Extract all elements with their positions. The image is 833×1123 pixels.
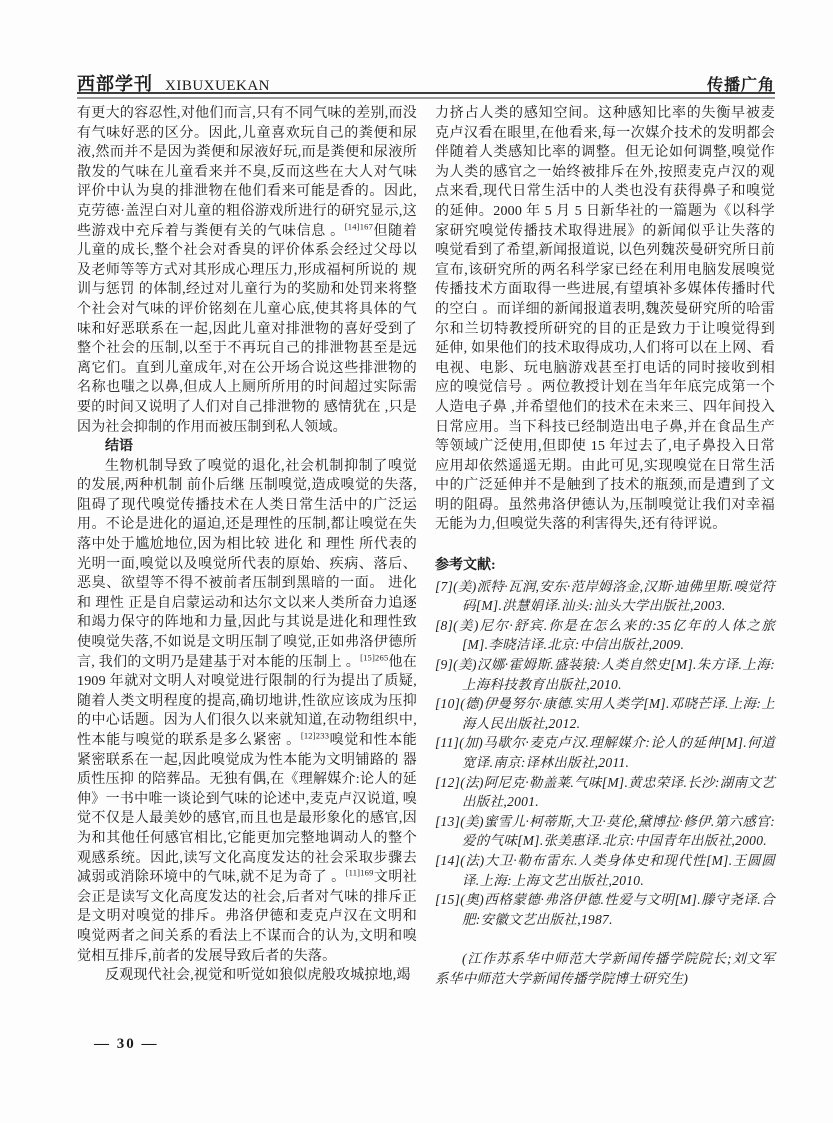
- article-body: [77, 104, 775, 989]
- journal-name-latin: XIBUXUEKAN: [165, 78, 270, 94]
- journal-name: 西部学刊: [77, 74, 153, 94]
- citation-superscript: [15]265: [360, 651, 389, 662]
- reference-item: [13](美)蜜雪儿·柯蒂斯,大卫·莫伦,黛博拉·修伊.第六感官:爱的气味[M].张美惠译.北京:中国青年出版社,2000.: [435, 813, 775, 849]
- section-column-name: 传播广角: [706, 77, 775, 94]
- reference-item: [12](法)阿尼克·勒盖莱.气味[M].黄忠荣译.长沙:湖南文艺出版社,2001.: [435, 774, 775, 810]
- author-note: (江作苏系华中师范大学新闻传播学院院长;刘文军系华中师范大学新闻传播学院博士研究生): [435, 951, 775, 986]
- references-heading: 参考文献:: [435, 558, 496, 574]
- paragraph: 力挤占人类的感知空间。这种感知比率的失衡早被麦克卢汉看在眼里,在他看来,每一次媒介技术的发明都会伴随着人类感知比率的调整。但无论如何调整,嗅觉作为人类的感官之一始终被排斥在外,按照麦克卢汉的观点来看,现代日常生活中的人类也没有获得鼻子和嗅觉的延伸。2000 年 5 月 5 日新华社的一篇题为《以科学家研究嗅觉传播技术取得进展》的新闻似乎让失落的嗅觉看到了希望,新闻报道说, 以色列魏茨曼研究所日前宣布,该研究所的两名科学家已经在利用电脑发展嗅觉传播技术方面取得一些进展,有望填补多媒体传播时代的空白 。而详细的新闻报道表明,魏茨曼研究所的哈雷尔和兰切特教授所研究的目的正是致力于让嗅觉得到延伸, 如果他们的技术取得成功,人们将可以在上网、看电视、电影、玩电脑游戏甚至打电话的同时接收到相应的嗅觉信号 。两位教授计划在当年年底完成第一个 人造电子鼻 ,并希望他们的技术在未来三、四年间投入日常应用。当下科技已经制造出电子鼻,并在食品生产等领域广泛使用,但即使 15 年过去了,电子鼻投入日常应用却依然遥遥无期。由此可见,实现嗅觉在日常生活中的广泛延伸并不是触到了技术的瓶颈,而是遭到了文明的阻碍。虽然弗洛伊德认为,压制嗅觉让我们对幸福无能为力,但嗅觉失落的利害得失,还有待评说。: [435, 106, 775, 533]
- section-heading: 结语: [105, 439, 133, 455]
- reference-item: [14](法)大卫·勒布雷东.人类身体史和现代性[M].王圆圆译.上海:上海文艺出版社,2010.: [435, 852, 775, 888]
- header-double-rule: [77, 92, 775, 99]
- citation-superscript: [11]169: [345, 867, 374, 878]
- left-column: [77, 104, 417, 989]
- reference-item: [7](美)派特·瓦润,安东·范岸姆洛金,汉斯·迪佛里斯.嗅觉符码[M].洪慧娟译.汕头:汕头大学出版社,2003.: [435, 578, 775, 614]
- right-column-text: [435, 104, 775, 535]
- paragraph: 有更大的容忍性,对他们而言,只有不同气味的差别,而没有气味好恶的区分。因此,儿童喜欢玩自己的粪便和尿液,然而并不是因为粪便和尿液好玩,而是粪便和尿液所散发的气味在儿童看来并不臭,反而这些在大人对气味评价中认为臭的排泄物在他们看来可能是香的。因此,克劳德·盖涅白对儿童的粗俗游戏所进行的研究显示,这些游戏中充斥着与粪便有关的气味信息 。$^{[14]167}$但随着儿童的成长,整个社会对香臭的评价体系会经过父母以及老师等等方式对其形成心理压力,形成福柯所说的 规训与惩罚 的体制,经过对儿童行为的奖励和处罚来将整个社会对气味的评价铭刻在儿童心底,使其将具体的气味和好恶联系在一起,因此儿童对排泄物的喜好受到了整个社会的压制,以至于不再玩自己的排泄物甚至是远离它们。直到儿童成年,对在公开场合说这些排泄物的名称也嗤之以鼻,但成人上厕所所用的时间超过实际需要的时间又说明了人们对自己排泄物的 感情犹在 ,只是因为社会抑制的作用而被压制到私人领域。: [77, 106, 417, 435]
- reference-item: [11](加)马歇尔·麦克卢汉.理解媒介:论人的延伸[M].何道宽译.南京:译林出版社,2011.: [435, 735, 775, 770]
- citation-superscript: [12]233: [300, 730, 330, 741]
- reference-item: [15](奥)西格蒙德·弗洛伊德.性爱与文明[M].滕守尧译.合肥:安徽文艺出版社,1987.: [435, 892, 775, 927]
- reference-item: [9](美)汉娜·霍姆斯.盛装猿:人类自然史[M].朱方译.上海:上海科技教育出版社,2010.: [435, 657, 775, 692]
- paragraph: 反观现代社会,视觉和听觉如狼似虎般攻城掠地,竭: [105, 968, 411, 984]
- right-column: [435, 104, 775, 989]
- paragraph: 生物机制导致了嗅觉的退化,社会机制抑制了嗅觉的发展,两种机制 前仆后继 压制嗅觉,造成嗅觉的失落,阻碍了现代嗅觉传播技术在人类日常生活中的广泛运用。不论是进化的逼迫,还是理性的压制,都让嗅觉在失落中处于尴尬地位,因为相比较 进化 和 理性 所代表的光明一面,嗅觉以及嗅觉所代表的原始、疾病、落后、恶臭、欲望等不得不被前者压制到黑暗的一面。 进化 和 理性 正是自启蒙运动和达尔文以来人类所奋力追逐和竭力保守的阵地和力量,因此与其说是进化和理性致使嗅觉失落,不如说是文明压制了嗅觉,正如弗洛伊德所言, 我们的文明乃是建基于对本能的压制上 。$^{[15]265}$他在 1909 年就对文明人对嗅觉进行限制的行为提出了质疑, 随着人类文明程度的提高,确切地讲,性欲应该成为压抑的中心话题。因为人们很久以来就知道,在动物组织中,性本能与嗅觉的联系是多么紧密 。$^{[12]233}$嗅觉和性本能紧密联系在一起,因此嗅觉成为性本能为文明铺路的 器质性压抑 的陪葬品。无独有偶,在《理解媒介:论人的延伸》一书中唯一谈论到气味的论述中,麦克卢汉说道, 嗅觉不仅是人最美妙的感官,而且也是最形象化的感官,因为和其他任何感官相比,它能更加完整地调动人的整个观感系统。因此,读写文化高度发达的社会采取步骤去减弱或消除环境中的气味,就不足为奇了 。$^{[11]169}$文明社会正是读写文化高度发达的社会,后者对气味的排斥正是文明对嗅觉的排斥。弗洛伊德和麦克卢汉在文明和嗅觉两者之间关系的看法上不谋而合的认为,文明和嗅觉相互排斥,前者的发展导致后者的失落。: [77, 458, 418, 964]
- citation-superscript: [14]167: [344, 220, 374, 231]
- page-number: — 30 —: [94, 1036, 159, 1052]
- reference-item: [10](德)伊曼努尔·康德.实用人类学[M].邓晓芒译.上海:上海人民出版社,2012.: [435, 696, 775, 731]
- reference-item: [8](美)尼尔·舒宾.你是在怎么来的:35亿年的人体之旅[M].李晓洁译.北京:中信出版社,2009.: [435, 617, 775, 653]
- references-list: [435, 577, 775, 930]
